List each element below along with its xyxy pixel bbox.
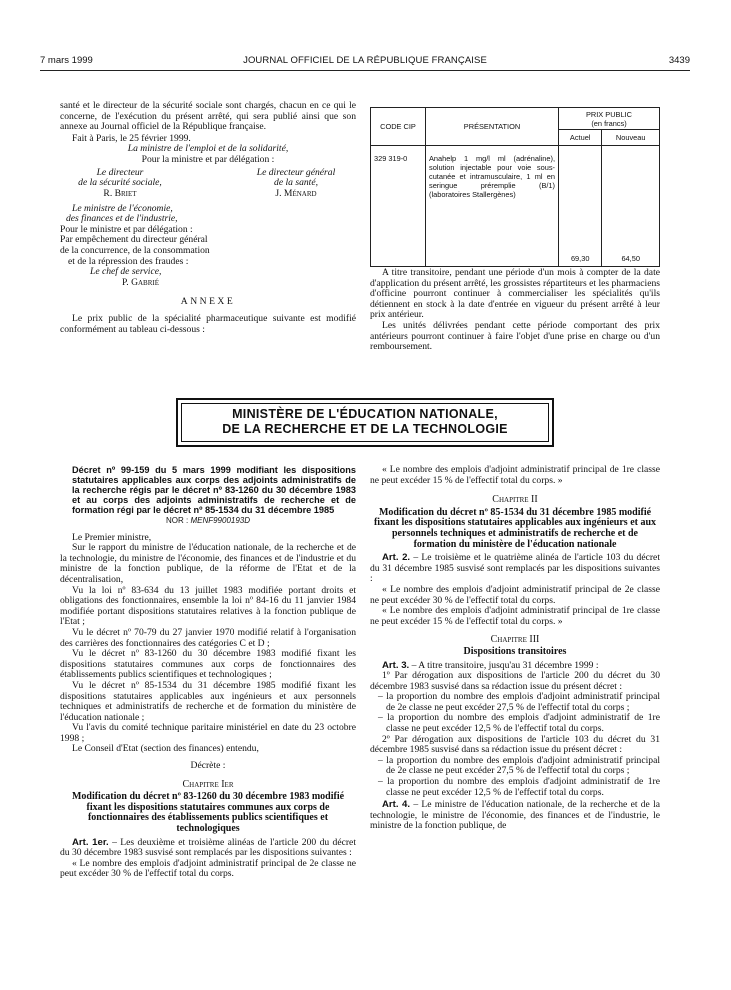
top-right-column — [370, 268, 660, 353]
chapter-2-heading: Chapitre II — [492, 494, 538, 506]
chef-de-service: Le chef de service, — [90, 266, 162, 278]
chapter-1-heading: Chapitre Ier — [182, 778, 234, 790]
article-3-bullet-4: – la proportion du nombre des emplois d'adjoint administratif de 1re classe ne peut excéder 12,5 % de l'effectif total du corps. — [378, 776, 660, 798]
visa-decret-70-79: Vu le décret nº 70-79 du 27 janvier 1970 modifié relatif à l'organisation des carrières des fonctionnaires des catégories C et D ; — [60, 626, 356, 649]
signatures-block — [60, 168, 356, 202]
annexe-heading: ANNEXE — [180, 296, 236, 308]
decree-title: Décret nº 99-159 du 5 mars 1999 modifiant les dispositions statutaires applicables aux corps des adjoints administratifs de la recherche régis par le décret nº 83-1260 du 30 décembre 1983 et au corps des adjoints administratifs de recherche et de formation régi par le décret nº 85-1534 du 31 décembre 1985 — [72, 465, 356, 515]
ministre-emploi: La ministre de l'emploi et de la solidarité, — [127, 143, 289, 155]
top-left-column: santé et le directeur de la sécurité sociale sont chargés, chacun en ce qui le concerne, de l'exécution du présent arrêté, qui sera publié ainsi que son annexe au Journal officiel de la République française. Fait à Paris, le 25 février 1999. La ministre de l'emploi et de la solidarité, Pour la ministre et par délégation : Le directeur de la sécurité sociale, R. Briet Le directeur général de la santé, J. Ménard Le ministre de l'économie, des finances et de l'industrie, Pour le ministre et par délégation : Par empêchement du directeur général de la concurrence, de la consommation et de la répression des fraudes : Le chef de service, P. Gabrié ANNEXE Le prix public de la spécialité pharmaceutique suivante est modifié conformément au tableau ci-dessous : — [60, 100, 356, 335]
ministry-heading-box — [176, 398, 554, 447]
transitoire-paragraph: A titre transitoire, pendant une période d'un mois à compter de la date d'application du présent arrêté, les grossistes répartiteurs et les pharmaciens d'officine pourront continuer à commercialiser les spécialités qu'ils détiennent en stock à la date d'entrée en vigueur du présent arrêté à leur prix antérieur. — [370, 267, 660, 321]
article-1-quote-2: « Le nombre des emplois d'adjoint administratif principal de 1re classe ne peut excéder 15 % de l'effectif total du corps. » — [370, 464, 660, 486]
article-3-bullet-3: – la proportion du nombre des emplois d'adjoint administratif principal de 2e classe ne peut excéder 27,5 % de l'effectif total du corps ; — [378, 754, 660, 777]
article-1-quote-1: « Le nombre des emplois d'adjoint administratif principal de 2e classe ne peut excéder 30 % de l'effectif total du corps. — [60, 857, 356, 880]
signature-left: Le directeur de la sécurité sociale, R. Briet — [60, 168, 180, 200]
header-date: 7 mars 1999 — [40, 55, 93, 66]
article-2: Art. 2. – Le troisième et le quatrième alinéa de l'article 103 du décret du 31 décembre 1985 susvisé sont remplacés par les dispositions suivantes : — [370, 552, 660, 585]
page-header — [40, 55, 690, 69]
article-4: Art. 4. – Le ministre de l'éducation nationale, de la recherche et de la technologie, le ministre de l'économie, des finances et de l'industrie, le ministre de la fonction publique, de — [370, 799, 660, 832]
chef-name: P. Gabrié — [122, 276, 159, 288]
header-page-number: 3439 — [668, 55, 690, 66]
ministre-economie: Le ministre de l'économie, — [72, 202, 173, 214]
visa-rapport: Sur le rapport du ministre de l'éducation nationale, de la recherche et de la technologie, du ministre de l'économie, des finances et de l'industrie et du ministre de la fonction publique, de la réforme de l'Etat et de la décentralisation, — [60, 542, 356, 585]
th-nouveau: Nouveau — [602, 130, 660, 146]
header-journal-title: JOURNAL OFFICIEL DE LA RÉPUBLIQUE FRANÇAISE — [243, 55, 487, 66]
visa-decret-85-1534: Vu le décret nº 85-1534 du 31 décembre 1985 modifié fixant les dispositions statutaires applicables aux ingénieurs et aux personnels techniques et administratifs de recherche et de formation du ministère de l'éducation nationale ; — [60, 679, 356, 723]
nor-line: NOR : MENF9900193D — [165, 516, 251, 525]
th-presentation: PRÉSENTATION — [426, 108, 559, 146]
ministry-line-2: DE LA RECHERCHE ET DE LA TECHNOLOGIE — [222, 422, 508, 436]
article-3-paragraph-1: 1º Par dérogation aux dispositions de l'article 200 du décret du 30 décembre 1983 susvisé dans sa rédaction issue du présent décret : — [370, 670, 660, 692]
cell-presentation: Anahelp 1 mg/l ml (adrénaline), solution injectable pour voie sous-cutanée et intramusculaire, 1 ml en seringue préremplie (B/1) (laboratoires Stallergènes) — [426, 146, 559, 267]
pour-la-ministre: Pour la ministre et par délégation : — [141, 153, 275, 165]
signature-right-name: J. Ménard — [275, 187, 317, 199]
fait-a-paris: Fait à Paris, le 25 février 1999. — [72, 132, 191, 144]
article-3: Art. 3. – A titre transitoire, jusqu'au 31 décembre 1999 : — [382, 659, 599, 671]
cell-nouveau: 64,50 — [602, 146, 660, 267]
article-2-quote-1: « Le nombre des emplois d'adjoint administratif principal de 2e classe ne peut excéder 30 % de l'effectif total du corps. — [370, 583, 660, 606]
chapter-3-title: Dispositions transitoires — [463, 645, 567, 657]
cell-actuel: 69,30 — [559, 146, 602, 267]
signature-right: Le directeur général de la santé, J. Ménard — [236, 168, 356, 200]
chapter-1-title: Modification du décret nº 83-1260 du 30 décembre 1983 modifié fixant les dispositions statutaires communes aux corps de fonctionnaires des établissements publics scientifiques et technologiques — [71, 791, 345, 835]
annexe-text: Le prix public de la spécialité pharmaceutique suivante est modifié conformément au tableau ci-dessous : — [60, 312, 356, 335]
ministry-line-1: MINISTÈRE DE L'ÉDUCATION NATIONALE, — [232, 407, 498, 421]
th-prix-public: PRIX PUBLIC (en francs) — [559, 108, 660, 130]
chapter-3-heading: Chapitre III — [490, 634, 540, 646]
premier-ministre: Le Premier ministre, — [72, 531, 152, 543]
decree-right-column — [370, 465, 660, 832]
decree-left-column — [60, 465, 356, 880]
article-3-label: Art. 3. — [382, 659, 410, 671]
pour-le-ministre: Pour le ministre et par délégation : — [60, 223, 193, 235]
article-2-label: Art. 2. — [382, 552, 411, 564]
article-4-label: Art. 4. — [382, 799, 411, 811]
cell-code: 329 319-0 — [371, 146, 426, 267]
article-1-label: Art. 1er. — [72, 836, 109, 848]
visa-comite-technique: Vu l'avis du comité technique paritaire ministériel en date du 23 octobre 1998 ; — [60, 722, 356, 744]
price-table-wrap — [370, 107, 660, 267]
nor-value: MENF9900193D — [190, 516, 251, 525]
article-3-bullet-1: – la proportion du nombre des emplois d'adjoint administratif principal de 2e classe ne peut excéder 27,5 % de l'effectif total du corps ; — [378, 691, 660, 713]
price-table — [370, 107, 660, 267]
article-3-bullet-2: – la proportion du nombre des emplois d'adjoint administratif de 1re classe ne peut excéder 12,5 % de l'effectif total du corps. — [378, 712, 660, 735]
article-2-quote-2: « Le nombre des emplois d'adjoint administratif principal de 1re classe ne peut excéder 15 % de l'effectif total du corps. » — [370, 605, 660, 627]
empechement: Par empêchement du directeur général — [60, 234, 208, 246]
visa-decret-83-1260: Vu le décret nº 83-1260 du 30 décembre 1983 modifié fixant les dispositions statutaires communes aux corps de fonctionnaires des établissements publics scientifiques et technologiques ; — [60, 648, 356, 681]
chapter-2-title: Modification du décret nº 85-1534 du 31 décembre 1985 modifié fixant les dispositions statutaires applicables aux ingénieurs et aux personnels techniques et administratifs de recherche et de formation du ministère de l'éducation nationale — [373, 506, 657, 550]
article-3-paragraph-2: 2º Par dérogation aux dispositions de l'article 103 du décret du 31 décembre 1985 susvisé dans sa rédaction issue du présent décret : — [370, 733, 660, 756]
signature-left-name: R. Briet — [103, 187, 137, 199]
th-code-cip: CODE CIP — [371, 108, 426, 146]
visa-loi-83-634: Vu la loi nº 83-634 du 13 juillet 1983 modifiée portant droits et obligations des fonctionnaires, ensemble la loi nº 84-16 du 11 janvier 1984 modifiée portant dispositions statutaires relatives à la fonction publique de l'Etat ; — [60, 584, 356, 628]
decrete: Décrète : — [190, 760, 226, 772]
article-1: Art. 1er. – Les deuxième et troisième alinéas de l'article 200 du décret du 30 décembre 1983 susvisé sont remplacés par les dispositions suivantes : — [60, 836, 356, 859]
unites-paragraph: Les unités délivrées pendant cette période comportant des prix antérieurs pourront continuer à faire l'objet d'une prise en charge ou d'un remboursement. — [370, 319, 660, 353]
visa-conseil-etat: Le Conseil d'Etat (section des finances) entendu, — [72, 743, 259, 755]
th-actuel: Actuel — [559, 130, 602, 146]
header-rule — [40, 70, 690, 71]
closing-paragraph: santé et le directeur de la sécurité sociale sont chargés, chacun en ce qui le concerne, de l'exécution du présent arrêté, qui sera publié ainsi que son annexe au Journal officiel de la République française. — [60, 100, 356, 133]
